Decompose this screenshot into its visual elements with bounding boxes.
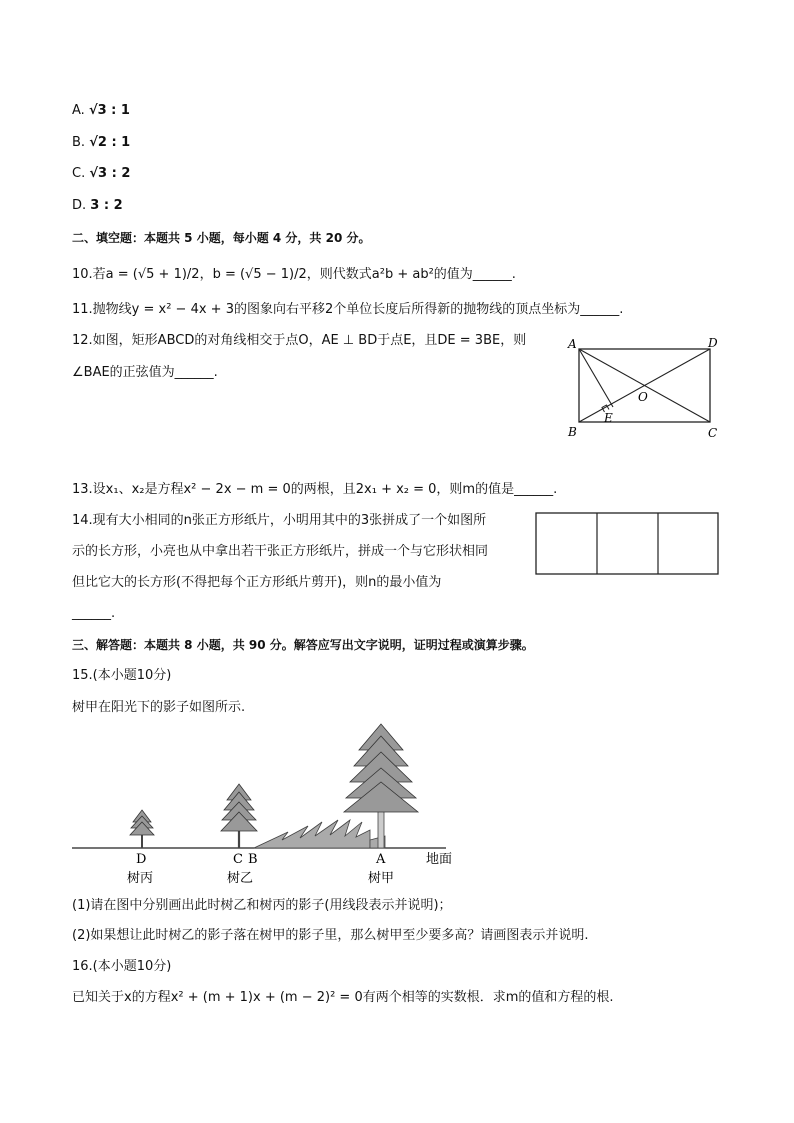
q12-line2: ∠BAE的正弦值为______.: [72, 365, 218, 380]
q15-intro: 树甲在阳光下的影子如图所示.: [72, 700, 246, 715]
label-tree-bing: 树丙: [127, 871, 154, 886]
option-a: [72, 102, 130, 120]
q14-line4: ______.: [72, 606, 116, 621]
q15-part1: (1)请在图中分别画出此时树乙和树丙的影子(用线段表示并说明)；: [72, 898, 452, 913]
q12-line1: 12.如图，矩形ABCD的对角线相交于点O，AE ⊥ BD于点E，且DE = 3BE，则: [72, 333, 527, 348]
option-d-value: 3 : 2: [90, 198, 123, 213]
option-c: [72, 165, 130, 183]
tree-shadow-figure: [70, 718, 470, 890]
label-d-point: D: [136, 852, 147, 867]
label-o: O: [638, 390, 648, 404]
option-a-value: √3 : 1: [88, 103, 130, 118]
q16-title: 16.(本小题10分): [72, 959, 172, 974]
q14-line3: 但比它大的长方形(不得把每个正方形纸片剪开)，则n的最小值为: [72, 575, 442, 590]
q16-text: 已知关于x的方程x² + (m + 1)x + (m − 2)² = 0有两个相等的实数根．求m的值和方程的根.: [72, 990, 614, 1005]
section2-heading: 二、填空题：本题共 5 小题，每小题 4 分，共 20 分。: [72, 231, 371, 245]
segment-ae: [579, 349, 613, 407]
q13-text: 13.设x₁、x₂是方程x² − 2x − m = 0的两根，且2x₁ + x₂ = 0，则m的值是______.: [72, 482, 558, 497]
label-e: E: [604, 411, 613, 425]
label-b-point: B: [248, 852, 258, 867]
option-d-letter: D.: [72, 198, 87, 213]
shadow-jia: [254, 820, 385, 848]
option-b-letter: B.: [72, 135, 86, 150]
label-b: B: [568, 425, 577, 439]
section3-heading: 三、解答题：本题共 8 小题，共 90 分。解答应写出文字说明，证明过程或演算步骤。: [72, 638, 534, 652]
q15-part2: (2)如果想让此时树乙的影子落在树甲的影子里，那么树甲至少要多高？请画图表示并说明.: [72, 928, 589, 943]
q14-line1: 14.现有大小相同的n张正方形纸片，小明用其中的3张拼成了一个如图所: [72, 513, 487, 528]
option-c-value: √3 : 2: [89, 166, 131, 181]
q15-title: 15.(本小题10分): [72, 668, 172, 683]
label-a-point: A: [376, 852, 386, 867]
q14-line2: 示的长方形，小亮也从中拿出若干张正方形纸片，拼成一个与它形状相同: [72, 544, 489, 559]
label-d: D: [708, 336, 718, 350]
q11-text: 11.抛物线y = x² − 4x + 3的图象向右平移2个单位长度后所得新的抛物线的顶点坐标为______.: [72, 302, 624, 317]
label-tree-jia: 树甲: [368, 871, 395, 886]
tree-bing: [130, 810, 154, 848]
label-c: C: [708, 426, 718, 440]
rectangle-figure: [560, 333, 730, 445]
option-b-value: √2 : 1: [89, 135, 131, 150]
option-c-letter: C.: [72, 166, 86, 181]
option-d: [72, 197, 123, 215]
rectangle-outline: [536, 513, 718, 574]
tree-yi: [221, 784, 257, 848]
label-ground: 地面: [426, 852, 453, 867]
option-a-letter: A.: [72, 103, 85, 118]
label-tree-yi: 树乙: [227, 871, 254, 886]
label-c-point: C: [233, 852, 243, 867]
three-squares-figure: [534, 512, 722, 576]
option-b: [72, 134, 130, 152]
q10-text: 10.若a = (√5 + 1)/2，b = (√5 − 1)/2，则代数式a²b + ab²的值为______.: [72, 267, 516, 282]
label-a: A: [568, 337, 577, 351]
